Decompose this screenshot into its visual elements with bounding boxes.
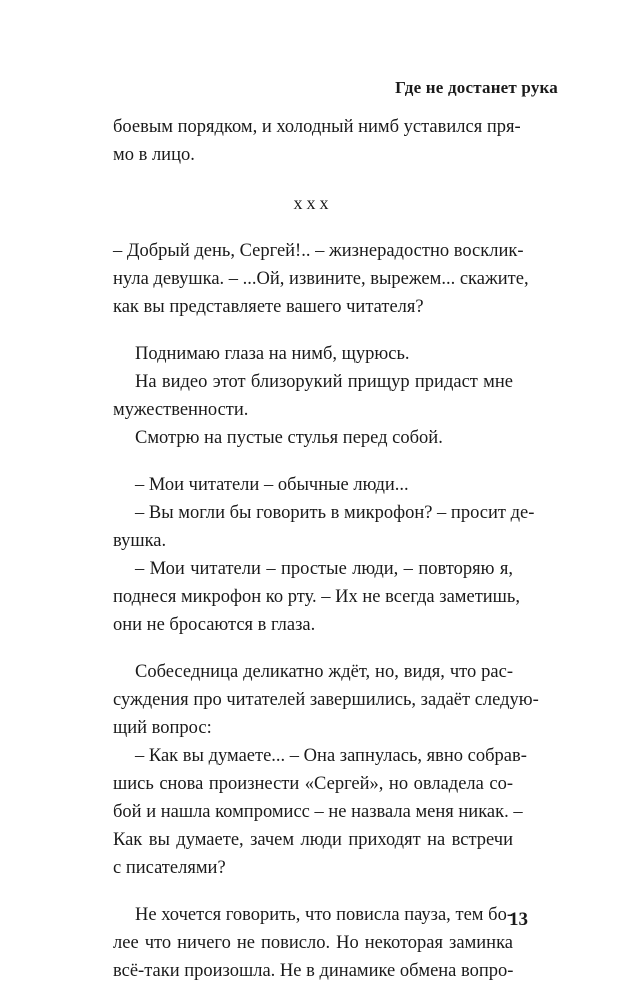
text-line: Поднимаю глаза на нимб, щурюсь.	[135, 344, 410, 364]
text-line: они не бросаются в глаза.	[113, 615, 316, 635]
running-head: Где не достанет рука	[395, 78, 558, 97]
text-line: всё-таки произошла. Не в динамике обмена вопро-	[113, 961, 514, 981]
page-number: 13	[509, 909, 528, 930]
text-line: Собеседница деликатно ждёт, но, видя, что рас-	[135, 662, 513, 682]
text-line: щий вопрос:	[113, 718, 212, 738]
text-line: – Добрый день, Сергей!.. – жизнерадостно восклик-	[113, 241, 524, 261]
text-line: суждения про читателей завершились, задаёт следую-	[113, 690, 539, 710]
text-line: лее что ничего не повисло. Но некоторая заминка	[113, 933, 513, 953]
text-line: – Вы могли бы говорить в микрофон? – просит де-	[135, 503, 535, 523]
text-line: Смотрю на пустые стулья перед собой.	[135, 428, 443, 448]
text-line: как вы представляете вашего читателя?	[113, 297, 424, 317]
text-line: – Как вы думаете... – Она запнулась, явно собрав-	[135, 746, 527, 766]
text-line: Не хочется говорить, что повисла пауза, тем бо-	[135, 905, 513, 925]
text-line: Как вы думаете, зачем люди приходят на встречи	[113, 830, 513, 850]
text-line: На видео этот близорукий прищур придаст мне	[135, 372, 513, 392]
text-line: шись снова произнести «Сергей», но овладела со-	[113, 774, 513, 794]
text-line: поднеся микрофон ко рту. – Их не всегда заметишь,	[113, 587, 520, 607]
text-line: мужественности.	[113, 400, 249, 420]
text-line: бой и нашла компромисс – не назвала меня никак. –	[113, 802, 523, 822]
text-line: нула девушка. – ...Ой, извините, вырежем... скажите,	[113, 269, 529, 289]
text-line: с писателями?	[113, 858, 226, 878]
text-line: мо в лицо.	[113, 145, 195, 165]
text-line: – Мои читатели – обычные люди...	[135, 475, 409, 495]
text-line: вушка.	[113, 531, 167, 551]
section-separator: ххх	[293, 193, 333, 213]
text-line: боевым порядком, и холодный нимб уставился пря-	[113, 117, 521, 137]
text-line: – Мои читатели – простые люди, – повторяю я,	[135, 559, 513, 579]
